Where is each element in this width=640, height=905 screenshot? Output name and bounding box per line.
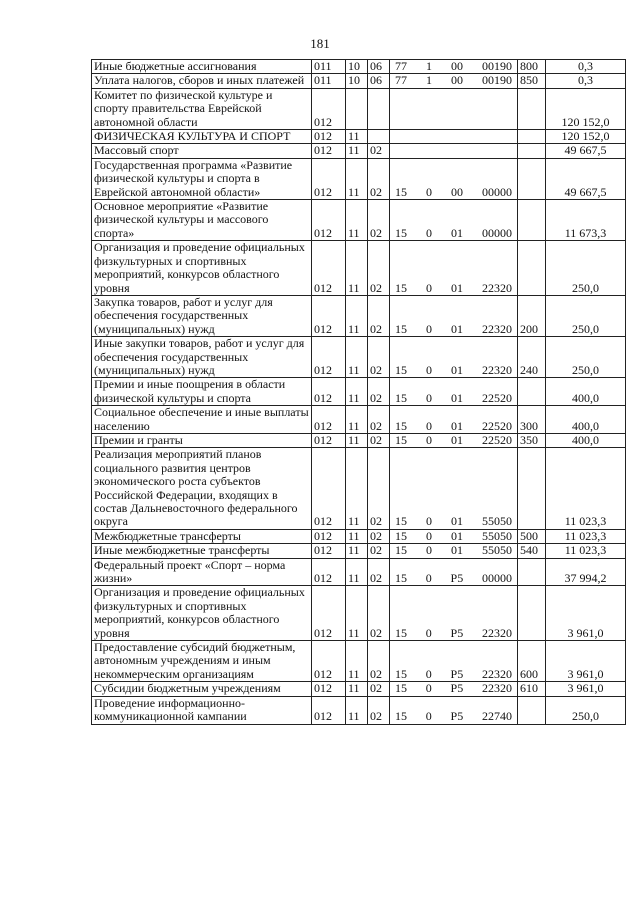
target-article-parts — [392, 710, 515, 723]
table-row — [92, 558, 626, 586]
target-article-parts — [392, 420, 515, 433]
row-name: Иные бюджетные ассигнования — [92, 60, 312, 74]
code-section: 11 — [346, 544, 368, 558]
target-article-direction: 22320 — [481, 666, 512, 681]
target-article-event: P5 — [450, 681, 464, 696]
amount: 3 961,0 — [546, 682, 626, 696]
target-article-event: P5 — [450, 571, 464, 586]
target-article-event: P5 — [450, 709, 464, 724]
code-target-article — [390, 696, 518, 724]
table-row — [92, 378, 626, 406]
amount: 11 023,3 — [546, 529, 626, 543]
code-expense-type: 350 — [518, 433, 546, 447]
code-ministry: 012 — [312, 130, 346, 144]
amount: 400,0 — [546, 378, 626, 406]
code-target-article — [390, 144, 518, 158]
target-article-parts — [392, 544, 515, 557]
budget-table — [91, 59, 626, 725]
code-target-article — [390, 200, 518, 241]
target-article-parts — [392, 74, 515, 87]
row-name: ФИЗИЧЕСКАЯ КУЛЬТУРА И СПОРТ — [92, 130, 312, 144]
code-section: 11 — [346, 586, 368, 641]
code-expense-type — [518, 144, 546, 158]
code-ministry: 012 — [312, 682, 346, 696]
code-section: 11 — [346, 529, 368, 543]
code-expense-type — [518, 558, 546, 586]
target-article-direction: 22320 — [481, 681, 512, 696]
target-article-program: 15 — [395, 225, 407, 240]
code-section: 11 — [346, 337, 368, 378]
code-target-article — [390, 378, 518, 406]
target-article-event: 01 — [451, 321, 463, 336]
target-article-parts — [392, 392, 515, 405]
code-section: 11 — [346, 144, 368, 158]
target-article-event: 01 — [451, 514, 463, 529]
amount: 400,0 — [546, 406, 626, 434]
table-row — [92, 158, 626, 199]
row-name: Комитет по физической культуре и спорту правительства Еврейской автономной области — [92, 88, 312, 129]
target-article-parts — [392, 227, 515, 240]
target-article-subprogram: 0 — [426, 184, 432, 199]
code-section: 11 — [346, 406, 368, 434]
row-name: Премии и гранты — [92, 433, 312, 447]
row-name: Федеральный проект «Спорт – норма жизни» — [92, 558, 312, 586]
amount: 250,0 — [546, 696, 626, 724]
amount: 120 152,0 — [546, 130, 626, 144]
target-article-event: 01 — [451, 528, 463, 543]
code-expense-type: 240 — [518, 337, 546, 378]
code-expense-type: 600 — [518, 641, 546, 682]
target-article-event: P5 — [450, 666, 464, 681]
target-article-program: 15 — [395, 390, 407, 405]
target-article-subprogram: 0 — [426, 432, 432, 447]
row-name: Субсидии бюджетным учреждениям — [92, 682, 312, 696]
code-section: 11 — [346, 378, 368, 406]
code-target-article — [390, 88, 518, 129]
code-expense-type: 610 — [518, 682, 546, 696]
code-section — [346, 88, 368, 129]
code-subsection: 06 — [368, 60, 390, 74]
code-ministry: 012 — [312, 586, 346, 641]
target-article-program: 15 — [395, 321, 407, 336]
amount: 11 023,3 — [546, 544, 626, 558]
code-subsection: 02 — [368, 158, 390, 199]
table-row — [92, 295, 626, 336]
target-article-direction: 22320 — [482, 280, 512, 295]
target-article-subprogram: 0 — [426, 514, 432, 529]
amount: 49 667,5 — [546, 144, 626, 158]
target-article-subprogram: 1 — [426, 59, 432, 73]
code-subsection: 06 — [368, 74, 390, 88]
target-article-direction: 00000 — [482, 184, 512, 199]
code-subsection: 02 — [368, 378, 390, 406]
table-body — [92, 60, 626, 725]
code-ministry: 012 — [312, 241, 346, 296]
target-article-parts — [392, 572, 515, 585]
target-article-program: 15 — [395, 681, 407, 696]
amount: 11 023,3 — [546, 448, 626, 529]
code-ministry: 012 — [312, 158, 346, 199]
code-ministry: 012 — [312, 295, 346, 336]
table-row — [92, 641, 626, 682]
code-expense-type: 200 — [518, 295, 546, 336]
code-subsection — [368, 130, 390, 144]
table-row — [92, 144, 626, 158]
code-target-article — [390, 337, 518, 378]
table-row — [92, 200, 626, 241]
code-subsection: 02 — [368, 586, 390, 641]
code-section: 10 — [346, 60, 368, 74]
code-section: 11 — [346, 558, 368, 586]
code-ministry: 012 — [312, 144, 346, 158]
target-article-event: 00 — [451, 73, 463, 88]
code-target-article — [390, 586, 518, 641]
code-expense-type: 800 — [518, 60, 546, 74]
target-article-event: 01 — [451, 418, 463, 433]
code-expense-type — [518, 448, 546, 529]
target-article-subprogram: 0 — [426, 418, 432, 433]
code-target-article — [390, 406, 518, 434]
code-subsection: 02 — [368, 696, 390, 724]
code-ministry: 012 — [312, 378, 346, 406]
code-section: 11 — [346, 682, 368, 696]
code-section: 11 — [346, 696, 368, 724]
target-article-direction: 22520 — [482, 390, 512, 405]
target-article-parts — [392, 627, 515, 640]
code-section: 11 — [346, 295, 368, 336]
target-article-direction: 22520 — [482, 418, 512, 433]
code-subsection — [368, 88, 390, 129]
row-name: Организация и проведение официальных физкультурных и спортивных мероприятий, конкурсов областного уровня — [92, 241, 312, 296]
code-target-article — [390, 60, 518, 74]
target-article-program: 77 — [395, 59, 407, 73]
code-ministry: 011 — [312, 74, 346, 88]
code-ministry: 012 — [312, 696, 346, 724]
code-subsection: 02 — [368, 144, 390, 158]
amount: 3 961,0 — [546, 586, 626, 641]
target-article-program: 15 — [395, 571, 407, 586]
code-subsection: 02 — [368, 337, 390, 378]
code-target-article — [390, 433, 518, 447]
target-article-subprogram: 0 — [425, 666, 432, 681]
table-row — [92, 74, 626, 88]
target-article-subprogram: 0 — [425, 681, 432, 696]
target-article-parts — [392, 682, 515, 695]
table-row — [92, 682, 626, 696]
row-name: Основное мероприятие «Развитие физической культуры и массового спорта» — [92, 200, 312, 241]
target-article-program: 15 — [395, 418, 407, 433]
amount: 0,3 — [546, 74, 626, 88]
target-article-program: 15 — [395, 514, 407, 529]
table-row — [92, 448, 626, 529]
target-article-parts — [392, 668, 515, 681]
table-row — [92, 337, 626, 378]
code-ministry: 012 — [312, 88, 346, 129]
target-article-program: 15 — [395, 666, 407, 681]
target-article-program: 15 — [395, 280, 407, 295]
code-ministry: 012 — [312, 433, 346, 447]
target-article-event: 01 — [451, 280, 463, 295]
code-subsection: 02 — [368, 200, 390, 241]
target-article-direction: 00000 — [481, 571, 512, 586]
row-name: Уплата налогов, сборов и иных платежей — [92, 74, 312, 88]
target-article-subprogram: 0 — [426, 362, 432, 377]
code-ministry: 012 — [312, 529, 346, 543]
target-article-subprogram: 0 — [426, 225, 432, 240]
target-article-direction: 22740 — [481, 709, 512, 724]
code-target-article — [390, 544, 518, 558]
row-name: Иные межбюджетные трансферты — [92, 544, 312, 558]
code-ministry: 012 — [312, 448, 346, 529]
target-article-event: 01 — [451, 432, 463, 447]
code-expense-type — [518, 88, 546, 129]
target-article-event: 00 — [451, 184, 463, 199]
code-target-article — [390, 295, 518, 336]
code-subsection: 02 — [368, 295, 390, 336]
target-article-event: 01 — [451, 543, 463, 558]
table-row — [92, 88, 626, 129]
amount: 400,0 — [546, 433, 626, 447]
code-expense-type — [518, 158, 546, 199]
code-ministry: 012 — [312, 544, 346, 558]
code-subsection: 02 — [368, 406, 390, 434]
target-article-program: 15 — [395, 362, 407, 377]
table-row — [92, 696, 626, 724]
amount: 11 673,3 — [546, 200, 626, 241]
code-expense-type — [518, 241, 546, 296]
amount: 250,0 — [546, 337, 626, 378]
code-subsection: 02 — [368, 544, 390, 558]
code-section: 11 — [346, 200, 368, 241]
target-article-direction: 55050 — [482, 543, 512, 558]
target-article-program: 15 — [395, 543, 407, 558]
target-article-parts — [392, 186, 515, 199]
row-name: Социальное обеспечение и иные выплаты населению — [92, 406, 312, 434]
row-name: Закупка товаров, работ и услуг для обеспечения государственных (муниципальных) нужд — [92, 295, 312, 336]
target-article-event: 01 — [451, 390, 463, 405]
target-article-parts — [392, 282, 515, 295]
target-article-program: 15 — [395, 625, 407, 640]
target-article-parts — [392, 434, 515, 447]
code-section: 11 — [346, 241, 368, 296]
amount: 37 994,2 — [546, 558, 626, 586]
code-section: 11 — [346, 130, 368, 144]
code-ministry: 012 — [312, 337, 346, 378]
target-article-event: 01 — [451, 362, 463, 377]
code-section: 10 — [346, 74, 368, 88]
target-article-subprogram: 0 — [426, 280, 432, 295]
code-subsection: 02 — [368, 241, 390, 296]
amount: 49 667,5 — [546, 158, 626, 199]
target-article-event: 00 — [451, 59, 463, 73]
code-expense-type — [518, 696, 546, 724]
row-name: Иные закупки товаров, работ и услуг для обеспечения государственных (муниципальных) нужд — [92, 337, 312, 378]
target-article-program: 15 — [395, 184, 407, 199]
code-subsection: 02 — [368, 529, 390, 543]
code-ministry: 011 — [312, 60, 346, 74]
target-article-subprogram: 0 — [426, 543, 432, 558]
target-article-subprogram: 0 — [426, 528, 432, 543]
table-row — [92, 241, 626, 296]
code-target-article — [390, 448, 518, 529]
code-subsection: 02 — [368, 558, 390, 586]
amount: 250,0 — [546, 295, 626, 336]
table-row — [92, 60, 626, 74]
target-article-direction: 00190 — [482, 73, 512, 88]
target-article-subprogram: 0 — [425, 709, 432, 724]
row-name: Организация и проведение официальных физкультурных и спортивных мероприятий, конкурсов областного уровня — [92, 586, 312, 641]
code-expense-type: 300 — [518, 406, 546, 434]
code-ministry: 012 — [312, 200, 346, 241]
row-name: Межбюджетные трансферты — [92, 529, 312, 543]
code-section: 11 — [346, 433, 368, 447]
row-name: Массовый спорт — [92, 144, 312, 158]
code-target-article — [390, 158, 518, 199]
code-expense-type — [518, 586, 546, 641]
target-article-parts — [392, 364, 515, 377]
target-article-event: P5 — [450, 625, 464, 640]
target-article-program: 15 — [395, 432, 407, 447]
code-ministry: 012 — [312, 406, 346, 434]
code-target-article — [390, 529, 518, 543]
target-article-program: 15 — [395, 528, 407, 543]
code-expense-type — [518, 378, 546, 406]
target-article-direction: 22520 — [482, 432, 512, 447]
code-expense-type: 850 — [518, 74, 546, 88]
code-expense-type: 540 — [518, 544, 546, 558]
target-article-direction: 22320 — [481, 625, 512, 640]
target-article-direction: 55050 — [482, 528, 512, 543]
code-target-article — [390, 241, 518, 296]
code-target-article — [390, 558, 518, 586]
target-article-parts — [392, 60, 515, 73]
code-ministry: 012 — [312, 558, 346, 586]
code-target-article — [390, 641, 518, 682]
code-target-article — [390, 130, 518, 144]
amount: 3 961,0 — [546, 641, 626, 682]
page-number: 181 — [310, 36, 330, 51]
table-row — [92, 130, 626, 144]
code-expense-type: 500 — [518, 529, 546, 543]
target-article-subprogram: 0 — [425, 625, 432, 640]
target-article-parts — [392, 323, 515, 336]
target-article-subprogram: 0 — [426, 390, 432, 405]
row-name: Предоставление субсидий бюджетным, автономным учреждениям и иным некоммерческим организациям — [92, 641, 312, 682]
target-article-parts — [392, 530, 515, 543]
target-article-subprogram: 1 — [426, 73, 432, 88]
table-row — [92, 406, 626, 434]
target-article-direction: 55050 — [482, 514, 512, 529]
code-subsection: 02 — [368, 433, 390, 447]
row-name: Государственная программа «Развитие физической культуры и спорта в Еврейской автономной области» — [92, 158, 312, 199]
amount: 120 152,0 — [546, 88, 626, 129]
target-article-subprogram: 0 — [426, 321, 432, 336]
code-section: 11 — [346, 448, 368, 529]
target-article-event: 01 — [451, 225, 463, 240]
code-target-article — [390, 682, 518, 696]
target-article-direction: 00000 — [482, 225, 512, 240]
target-article-program: 77 — [395, 73, 407, 88]
target-article-direction: 22320 — [482, 321, 512, 336]
amount: 0,3 — [546, 60, 626, 74]
row-name: Премии и иные поощрения в области физической культуры и спорта — [92, 378, 312, 406]
table-row — [92, 433, 626, 447]
table-row — [92, 586, 626, 641]
row-name: Реализация мероприятий планов социального развития центров экономического роста субъектов Российской Федерации, входящих в состав Дальневосточного федерального округа — [92, 448, 312, 529]
code-expense-type — [518, 130, 546, 144]
amount: 250,0 — [546, 241, 626, 296]
target-article-parts — [392, 515, 515, 528]
target-article-direction: 00190 — [482, 59, 512, 73]
target-article-program: 15 — [395, 709, 407, 724]
code-section: 11 — [346, 641, 368, 682]
code-subsection: 02 — [368, 682, 390, 696]
code-subsection: 02 — [368, 448, 390, 529]
table-row — [92, 529, 626, 543]
code-expense-type — [518, 200, 546, 241]
target-article-direction: 22320 — [482, 362, 512, 377]
code-section: 11 — [346, 158, 368, 199]
row-name: Проведение информационно-коммуникационной кампании — [92, 696, 312, 724]
code-target-article — [390, 74, 518, 88]
code-ministry: 012 — [312, 641, 346, 682]
table-row — [92, 544, 626, 558]
code-subsection: 02 — [368, 641, 390, 682]
target-article-subprogram: 0 — [425, 571, 432, 586]
